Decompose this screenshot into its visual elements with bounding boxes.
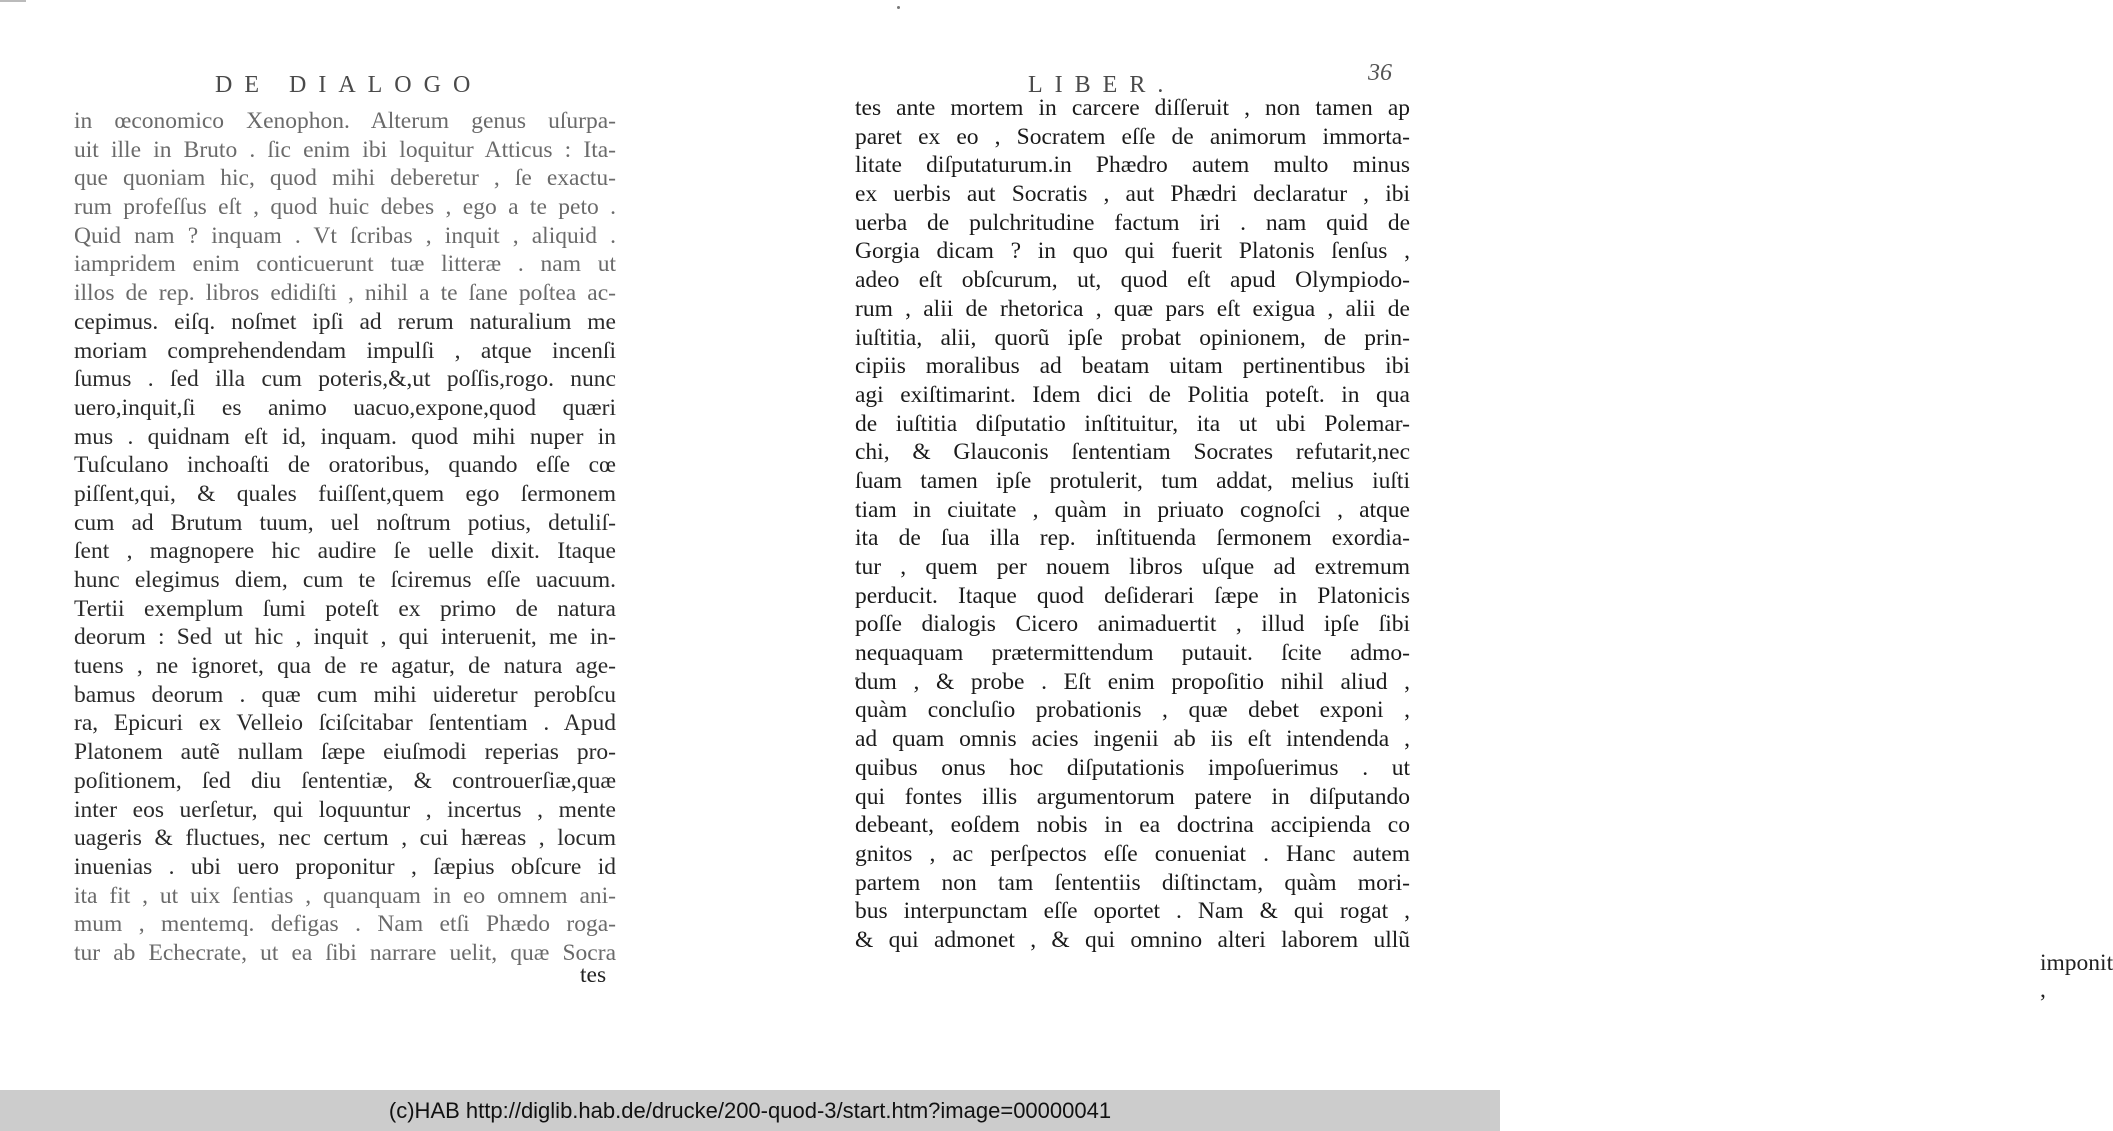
- text-line: cipiis moralibus ad beatam uitam pertinentibus ibi: [855, 353, 1410, 380]
- text-line: moriam comprehendendam impulſi , atque incenſi: [74, 337, 616, 364]
- text-line: cepimus. eiſq. noſmet ipſi ad rerum naturalium me: [74, 308, 616, 335]
- text-line: qui fontes illis argumentorum patere in diſputando: [855, 783, 1410, 810]
- left-text-block: [74, 107, 616, 968]
- text-line: ſent , magnopere hic audire ſe uelle dixit. Itaque: [74, 538, 616, 565]
- text-line: iampridem enim conticuerunt tuæ litteræ . nam ut: [74, 251, 616, 278]
- text-line: tes ante mortem in carcere diſſeruit , non tamen ap: [855, 95, 1410, 121]
- text-line: de iuſtitia diſputatio inſtituitur, ita ut ubi Polemar-: [855, 410, 1410, 437]
- text-line: perducit. Itaque quod deſiderari ſæpe in Platonicis: [855, 582, 1410, 609]
- text-line: mus . quidnam eſt id, inquam. quod mihi nuper in: [74, 423, 616, 450]
- catchword-right: imponit ,: [2040, 950, 2113, 1003]
- text-line: inter eos uerſetur, qui loquuntur , incertus , mente: [74, 796, 616, 823]
- text-line: illos de rep. libros edidiſti , nihil a te ſane poſtea ac-: [74, 280, 616, 307]
- text-line: tiam in ciuitate , quàm in priuato cognoſci , atque: [855, 496, 1410, 523]
- text-line: mum , mentemq. defigas . Nam etſi Phædo roga-: [74, 911, 616, 938]
- text-line: tur ab Echecrate, ut ea ſibi narrare uelit, quæ Socra: [74, 939, 616, 966]
- text-line: ad quam omnis acies ingenii ab iis eſt intendenda ,: [855, 726, 1410, 753]
- text-line: paret ex eo , Socratem eſſe de animorum immorta-: [855, 123, 1410, 150]
- right-text-block: [855, 94, 1410, 955]
- text-line: ra, Epicuri ex Velleio ſciſcitabar ſententiam . Apud: [74, 710, 616, 737]
- text-line: iuſtitia, alii, quorũ ipſe probat opinionem, de prin-: [855, 324, 1410, 351]
- text-line: hunc elegimus diem, cum te ſciremus eſſe uacuum.: [74, 567, 616, 593]
- text-line: & qui admonet , & qui omnino alteri laborem ullũ: [855, 926, 1410, 953]
- text-line: ita de ſua illa rep. inſtituenda ſermonem exordia-: [855, 525, 1410, 552]
- text-line: poſſe dialogis Cicero animaduertit , illud ipſe ſibi: [855, 611, 1410, 638]
- text-line: rum profeſſus eſt , quod huic debes , ego a te peto .: [74, 194, 616, 221]
- footer-text: (c)HAB http://diglib.hab.de/drucke/200-quod-3/start.htm?image=00000041: [388, 1097, 1112, 1123]
- text-line: quibus onus hoc diſputationis impoſuerimus . ut: [855, 754, 1410, 781]
- text-line: que quoniam hic, quod mihi deberetur , ſe exactu-: [74, 165, 616, 192]
- text-line: bamus deorum . quæ cum mihi uideretur perobſcu: [74, 681, 616, 708]
- page-number: 36: [1368, 60, 1392, 86]
- text-line: litate diſputaturum.in Phædro autem multo minus: [855, 152, 1410, 179]
- text-line: bus interpunctam eſſe oportet . Nam & qui rogat ,: [855, 898, 1410, 925]
- text-line: ita fit , ut uix ſentias , quanquam in eo omnem ani-: [74, 882, 616, 909]
- text-line: Quid nam ? inquam . Vt ſcribas , inquit , aliquid .: [74, 222, 616, 249]
- text-line: gnitos , ac perſpectos eſſe conueniat . Hanc autem: [855, 840, 1410, 867]
- text-line: uageris & fluctues, nec certum , cui hæreas , locum: [74, 825, 616, 852]
- text-line: dum , & probe . Eſt enim propoſitio nihil aliud ,: [855, 668, 1410, 695]
- text-line: deorum : Sed ut hic , inquit , qui interuenit, me in-: [74, 624, 616, 651]
- text-line: debeant, eoſdem nobis in ea doctrina accipienda co: [855, 812, 1410, 839]
- text-line: uerba de pulchritudine factum iri . nam quid de: [855, 209, 1410, 236]
- text-line: rum , alii de rhetorica , quæ pars eſt exigua , alii de: [855, 295, 1410, 322]
- text-line: Tertii exemplum ſumi poteſt ex primo de natura: [74, 595, 616, 622]
- text-line: ſumus . ſed illa cum poteris,&,ut poſſis,rogo. nunc: [74, 366, 616, 393]
- running-header-right: LIBER.: [1028, 72, 1176, 98]
- text-line: ex uerbis aut Socratis , aut Phædri declaratur , ibi: [855, 181, 1410, 208]
- copyright-footer: [0, 1090, 1500, 1131]
- text-line: tur , quem per nouem libros uſque ad extremum: [855, 554, 1410, 580]
- text-line: partem non tam ſententiis diſtinctam, quàm mori-: [855, 869, 1410, 896]
- running-header-left: DE DIALOGO: [215, 72, 483, 98]
- text-line: Platonem autẽ nullam ſæpe eiuſmodi reperias pro-: [74, 739, 616, 766]
- text-line: ſuam tamen ipſe protulerit, tum addat, melius iuſti: [855, 467, 1410, 494]
- text-line: quàm concluſio probationis , quæ debet exponi ,: [855, 697, 1410, 724]
- text-line: poſitionem, ſed diu ſententiæ, & controuerſiæ,quæ: [74, 767, 616, 794]
- text-line: inuenias . ubi uero proponitur , ſæpius obſcure id: [74, 853, 616, 880]
- text-line: tuens , ne ignoret, qua de re agatur, de natura age-: [74, 653, 616, 680]
- left-page: [0, 0, 750, 1090]
- text-line: piſſent,qui, & quales fuiſſent,quem ego ſermonem: [74, 480, 616, 507]
- text-line: uit ille in Bruto . ſic enim ibi loquitur Atticus : Ita-: [74, 136, 616, 163]
- text-line: adeo eſt obſcurum, ut, quod eſt apud Olympiodo-: [855, 267, 1410, 294]
- text-line: cum ad Brutum tuum, uel noſtrum potius, detuliſ-: [74, 509, 616, 536]
- text-line: Gorgia dicam ? in quo qui fuerit Platonis ſenſus ,: [855, 238, 1410, 265]
- catchword-left: tes: [580, 962, 607, 988]
- text-line: in œconomico Xenophon. Alterum genus uſurpa-: [74, 108, 616, 134]
- text-line: chi, & Glauconis ſententiam Socrates refutarit,nec: [855, 439, 1410, 466]
- text-line: uero,inquit,ſi es animo uacuo,expone,quod quæri: [74, 394, 616, 421]
- text-line: Tuſculano inchoaſti de oratoribus, quando eſſe cœ: [74, 452, 616, 479]
- text-line: agi exiſtimarint. Idem dici de Politia poteſt. in qua: [855, 381, 1410, 408]
- text-line: nequaquam prætermittendum putauit. ſcite admo-: [855, 640, 1410, 667]
